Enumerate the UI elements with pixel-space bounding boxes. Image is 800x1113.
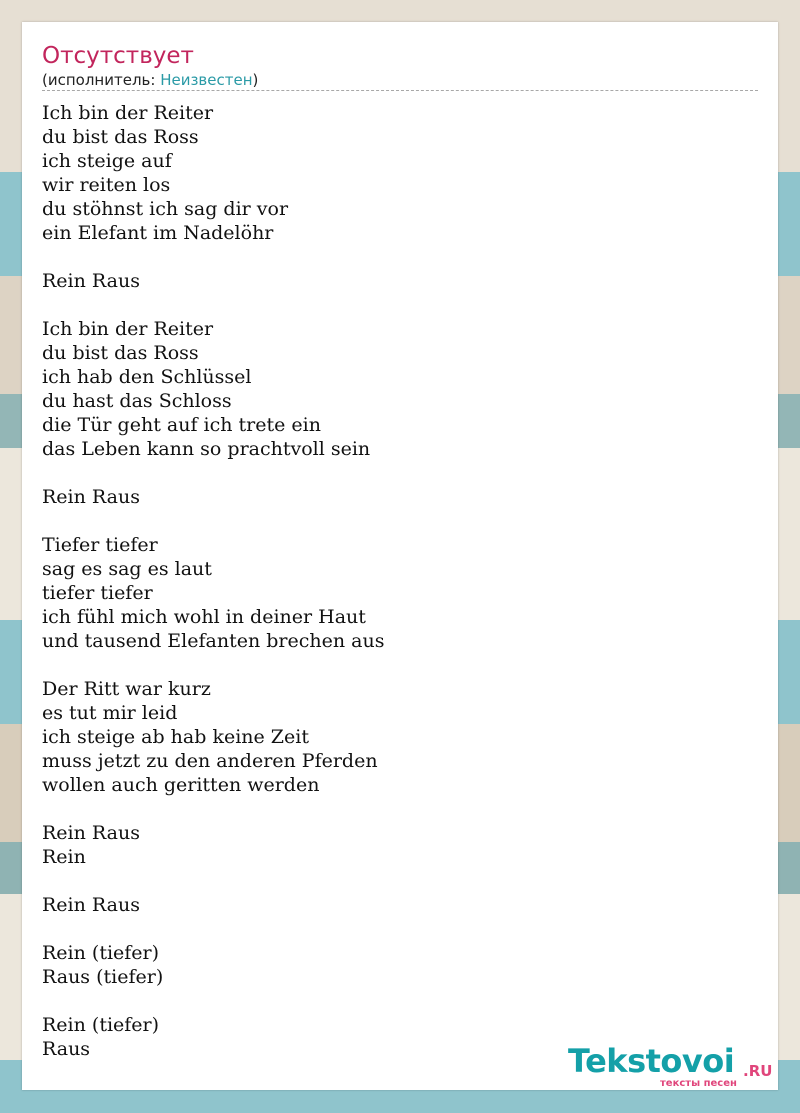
lyric-line: Rein (tiefer) [42, 942, 160, 964]
lyric-line: Der Ritt war kurz [42, 678, 211, 700]
lyric-line: muss jetzt zu den anderen Pferden [42, 750, 378, 772]
lyric-line [42, 245, 384, 269]
lyric-line: wir reiten los [42, 174, 171, 196]
lyric-line: es tut mir leid [42, 702, 178, 724]
lyric-line [42, 869, 384, 893]
lyric-line: du hast das Schloss [42, 390, 232, 412]
lyric-line [42, 293, 384, 317]
lyric-line [42, 917, 384, 941]
lyric-line: Ich bin der Reiter [42, 318, 214, 340]
lyric-line: du stöhnst ich sag dir vor [42, 198, 289, 220]
lyric-line: ich steige auf [42, 150, 172, 172]
lyric-line: Rein Raus [42, 486, 140, 508]
artist-suffix: ) [252, 71, 259, 89]
artist-line [42, 71, 258, 89]
lyric-line: Rein Raus [42, 270, 140, 292]
lyric-line: das Leben kann so prachtvoll sein [42, 438, 371, 460]
logo-tld: .RU [743, 1062, 773, 1080]
song-title: Отсутствует [42, 43, 194, 69]
lyric-line: Rein [42, 846, 86, 868]
lyric-line [42, 653, 384, 677]
lyric-line [42, 509, 384, 533]
lyric-line: ich steige ab hab keine Zeit [42, 726, 309, 748]
site-logo[interactable] [568, 1042, 778, 1090]
title-divider [42, 90, 758, 91]
lyric-line: Rein (tiefer) [42, 1014, 160, 1036]
artist-prefix: (исполнитель: [42, 71, 161, 89]
logo-name: Tekstovoi [568, 1042, 735, 1080]
lyric-line [42, 461, 384, 485]
lyric-line: wollen auch geritten werden [42, 774, 320, 796]
lyric-line [42, 797, 384, 821]
logo-tagline: тексты песен [660, 1078, 737, 1089]
lyric-line: Ich bin der Reiter [42, 102, 214, 124]
lyric-line: Rein Raus [42, 822, 140, 844]
lyrics-card [22, 22, 778, 1090]
lyric-line: und tausend Elefanten brechen aus [42, 630, 385, 652]
lyric-line [42, 989, 384, 1013]
lyric-line: Tiefer tiefer [42, 534, 158, 556]
lyric-line: Rein Raus [42, 894, 140, 916]
lyric-line: ich hab den Schlüssel [42, 366, 252, 388]
lyric-line: tiefer tiefer [42, 582, 153, 604]
lyric-line: sag es sag es laut [42, 558, 212, 580]
lyrics-text [42, 101, 384, 1061]
lyric-line: Raus (tiefer) [42, 966, 164, 988]
lyric-line: du bist das Ross [42, 126, 199, 148]
lyric-line: ich fühl mich wohl in deiner Haut [42, 606, 366, 628]
lyric-line: die Tür geht auf ich trete ein [42, 414, 321, 436]
lyric-line: Raus [42, 1038, 91, 1060]
lyric-line: ein Elefant im Nadelöhr [42, 222, 274, 244]
artist-link[interactable]: Неизвестен [160, 71, 253, 89]
lyric-line: du bist das Ross [42, 342, 199, 364]
